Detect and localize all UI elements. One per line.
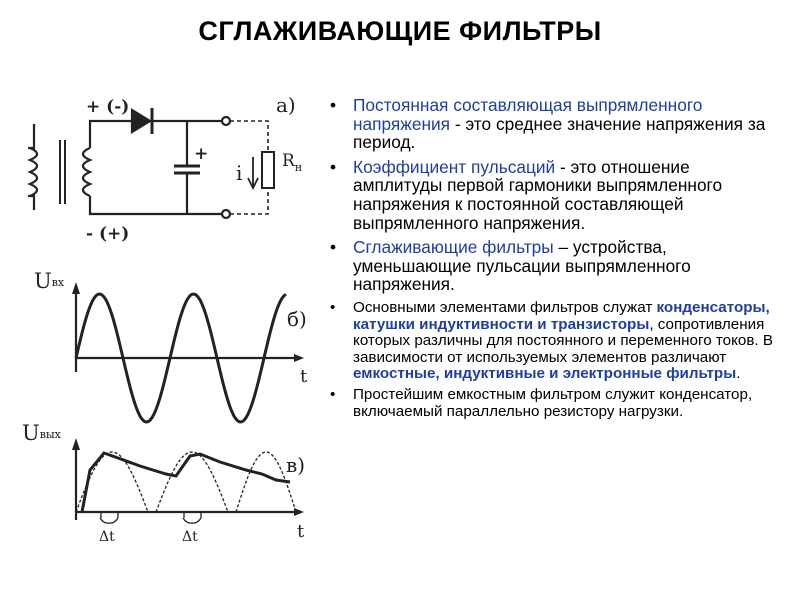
list-item [328, 158, 783, 232]
output-xlabel: t [297, 521, 305, 542]
list-item [328, 387, 783, 420]
list-item [328, 300, 783, 383]
current-label: i [236, 161, 243, 185]
filtered-output-curve [82, 453, 290, 512]
definition-dc-component: - это среднее значение напряжения за период. [353, 113, 766, 153]
polarity-bottom-label: - (+) [86, 224, 130, 244]
definitions-list [328, 96, 783, 424]
bullet-mark: • [330, 298, 336, 316]
capacitor-plus-label: + [194, 144, 209, 164]
term-ripple-factor: Коэффициент пульсаций [353, 156, 556, 177]
bullet-mark: • [330, 156, 337, 177]
definition-ripple-factor: - это отношение амплитуды первой гармоники выпрямленного напряжения к постоянной составляющей выпрямленного напряжения. [353, 156, 723, 233]
input-waveform [72, 282, 304, 422]
delta-t-label-2: Δt [182, 529, 198, 545]
filter-elements-text: Основными элементами фильтров служат [353, 298, 657, 316]
filter-elements-highlight: конденсаторы, катушки индуктивности и транзисторы [353, 298, 770, 333]
input-xlabel: t [300, 366, 308, 387]
polarity-top-label: + (-) [86, 97, 130, 117]
filter-elements-text-3: . [736, 365, 741, 383]
bullet-mark: • [330, 385, 336, 403]
filter-types-highlight: емкостные, индуктивные и электронные фильтры [353, 365, 737, 383]
term-smoothing-filters: Сглаживающие фильтры [353, 237, 554, 258]
circuit-label-a: а) [276, 93, 296, 117]
input-label-b: б) [287, 307, 307, 331]
output-ylabel: Uвых [22, 421, 61, 445]
load-label: $R_н$ [282, 151, 303, 174]
term-dc-component: Постоянная составляющая выпрямленного напряжения [353, 95, 703, 134]
output-label-v: в) [286, 453, 306, 477]
input-ylabel: Uвх [34, 269, 65, 293]
list-item [328, 96, 783, 152]
page-title: СГЛАЖИВАЮЩИЕ ФИЛЬТРЫ [198, 16, 602, 46]
delta-t-label-1: Δt [99, 529, 115, 545]
bullet-mark: • [330, 237, 337, 258]
simplest-filter-text: Простейшим емкостным фильтром служит конденсатор, включаемый параллельно резистору нагрузки. [353, 385, 753, 420]
rectifier-figure [0, 0, 330, 600]
bullet-mark: • [330, 95, 337, 115]
definition-smoothing-filters: – устройства, уменьшающие пульсации выпрямленного напряжения. [353, 237, 691, 295]
list-item [328, 238, 783, 294]
filter-elements-text-2: , сопротивления которых различны для постоянного и переменного токов. В зависимости от используемых элементов различают [353, 315, 773, 366]
output-waveform [72, 438, 304, 523]
